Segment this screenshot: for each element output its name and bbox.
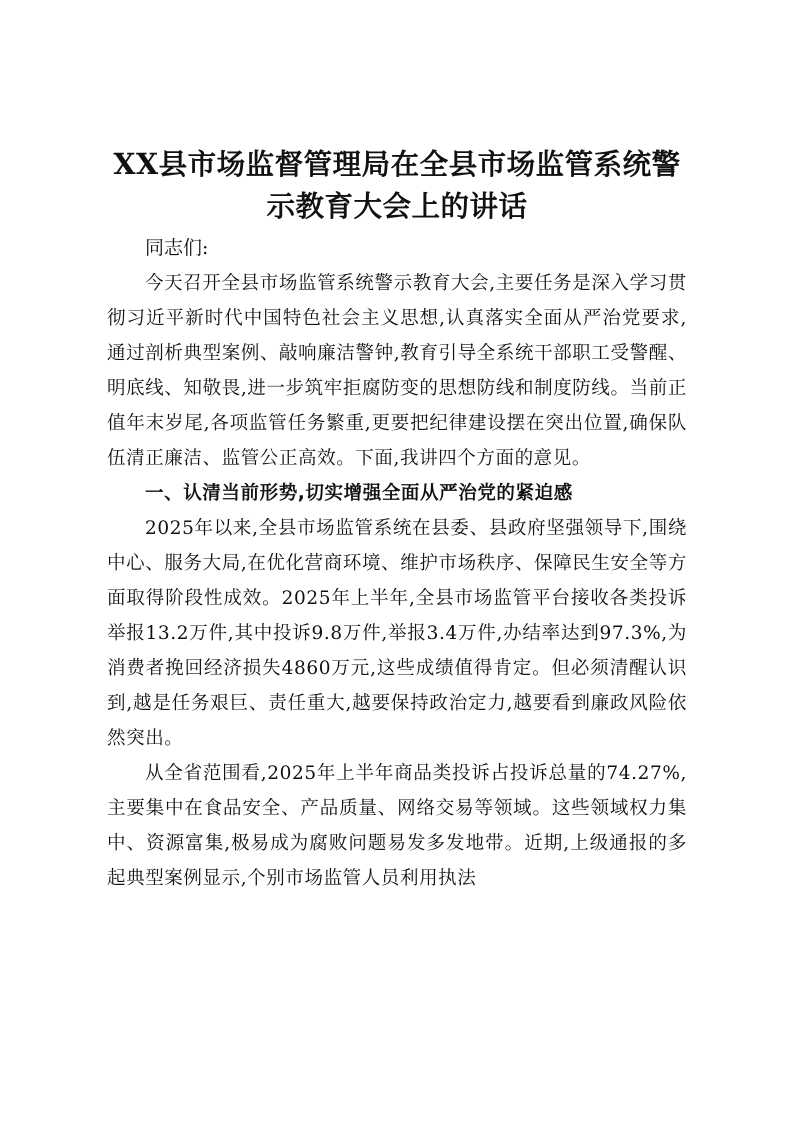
intro-paragraph: 今天召开全县市场监管系统警示教育大会,主要任务是深入学习贯彻习近平新时代中国特色社会主义思想,认真落实全面从严治党要求,通过剖析典型案例、敲响廉洁警钟,教育引导全系统干部职工受警醒、明底线、知敬畏,进一步筑牢拒腐防变的思想防线和制度防线。当前正值年末岁尾,各项监管任务繁重,更要把纪律建设摆在突出位置,确保队伍清正廉洁、监管公正高效。下面,我讲四个方面的意见。 <box>107 273 687 469</box>
section-paragraph-2: 从全省范围看,2025年上半年商品类投诉占投诉总量的74.27%,主要集中在食品安全、产品质量、网络交易等领域。这些领域权力集中、资源富集,极易成为腐败问题易发多发地带。近期,上级通报的多起典型案例显示,个别市场监管人员利用执法 <box>107 763 687 889</box>
document-page <box>107 143 687 896</box>
section-heading: 一、认清当前形势,切实增强全面从严治党的紧迫感 <box>145 483 573 504</box>
salutation: 同志们: <box>145 237 209 259</box>
document-title: XX县市场监督管理局在全县市场监管系统警示教育大会上的讲话 <box>113 147 681 223</box>
section-paragraph-1: 2025年以来,全县市场监管系统在县委、县政府坚强领导下,围绕中心、服务大局,在优化营商环境、维护市场秩序、保障民生安全等方面取得阶段性成效。2025年上半年,全县市场监管平台接收各类投诉举报13.2万件,其中投诉9.8万件,举报3.4万件,办结率达到97.3%,为消费者挽回经济损失4860万元,这些成绩值得肯定。但必须清醒认识到,越是任务艰巨、责任重大,越要保持政治定力,越要看到廉政风险依然突出。 <box>107 518 687 749</box>
